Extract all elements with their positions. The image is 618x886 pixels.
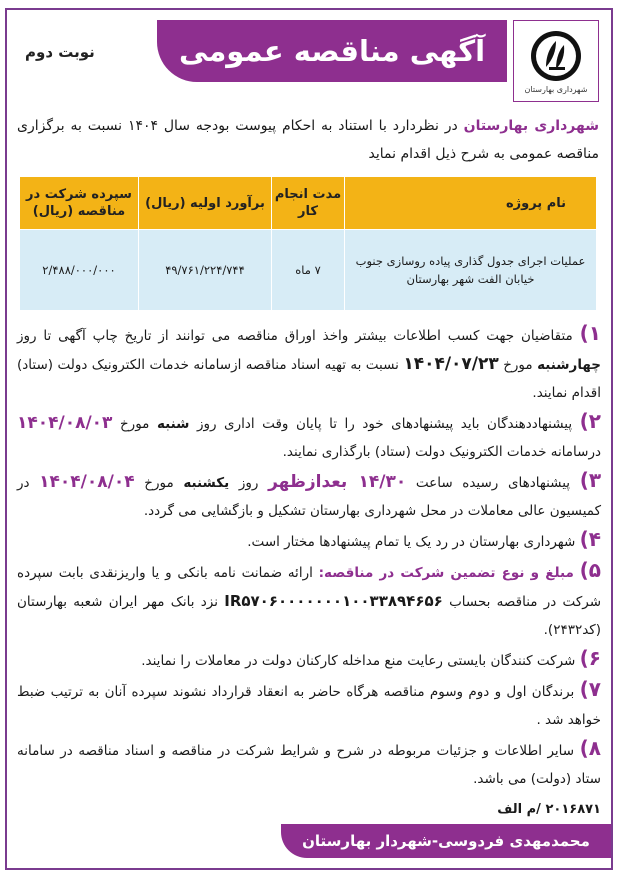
notice-footer: [7, 802, 611, 858]
item-number: ۵): [579, 558, 602, 582]
item-text: درسامانه خدمات الکترونیک دولت (ستاد) بارگذاری نمایند.: [282, 444, 601, 460]
cell-project: عملیات اجرای جدول گذاری پیاده روسازی جنوب خیابان الفت شهر بهارستان: [345, 230, 597, 311]
condition-7: [17, 675, 601, 734]
item-text: نسبت به تهیه اسناد مناقصه ازسامانه خدمات الکترونیک دولت (ستاد) اقدام نمایند.: [17, 357, 601, 401]
item-label: مبلغ و نوع تضمین شرکت در مناقصه:: [318, 565, 574, 581]
header-deposit: سپرده شرکت در مناقصه (ریال): [20, 177, 139, 230]
tender-notice: [5, 8, 613, 870]
item-date: ۱۴۰۴/۰۸/۰۴: [39, 472, 135, 492]
item-text: پیشنهاددهندگان باید پیشنهادهای خود را تا پایان وقت اداری روز: [196, 416, 573, 432]
item-date: ۱۴۰۴/۰۷/۲۳: [403, 354, 499, 374]
item-text: نزد بانک مهر ایران شعبه بهارستان (کد۲۴۳۲).: [17, 594, 601, 638]
reference-number: ۲۰۱۶۸۷۱ /م الف: [497, 802, 601, 817]
condition-3: [17, 466, 601, 525]
intro-org: شهرداری بهارستان: [463, 118, 599, 134]
item-day: چهارشنبه: [537, 357, 602, 373]
notice-title: آگهی مناقصه عمومی: [157, 20, 507, 82]
item-number: ۲): [579, 409, 601, 433]
logo-caption: شهرداری بهارستان: [524, 84, 588, 94]
item-text: پیشنهادهای رسیده ساعت: [415, 475, 571, 491]
table-row: [20, 230, 597, 311]
item-text: شهرداری بهارستان در رد یک یا تمام پیشنهادها مختار است.: [247, 534, 576, 550]
header-estimate: برآورد اولیه (ریال): [139, 177, 272, 230]
cell-duration: ۷ ماه: [272, 230, 345, 311]
condition-4: [17, 525, 601, 556]
item-number: ۶): [579, 646, 601, 670]
condition-6: [17, 644, 601, 675]
intro-paragraph: [7, 106, 611, 168]
conditions-list: [7, 311, 611, 793]
item-text: در کمیسیون عالی معاملات در محل شهرداری بهارستان تشکیل و بازگشایی می گردد.: [17, 475, 601, 519]
item-number: ۴): [579, 527, 601, 551]
item-text: مورخ: [503, 357, 533, 373]
signature-band: محمدمهدی فردوسی-شهردار بهارستان: [281, 824, 611, 858]
item-number: ۱): [579, 321, 601, 345]
intro-text: در نظردارد با استناد به احکام پیوست بودجه سال ۱۴۰۴ نسبت به برگزاری مناقصه عمومی به شرح ذیل اقدام نماید: [17, 118, 599, 162]
item-text: شرکت کنندگان بایستی رعایت منع مداخله کارکنان دولت در معاملات را نمایند.: [141, 653, 576, 669]
item-text: مورخ: [119, 416, 150, 432]
item-text: ارائه ضمانت نامه بانکی و یا واریزنقدی بابت سپرده شرکت در مناقصه بحساب: [17, 565, 602, 610]
item-number: ۸): [579, 736, 601, 760]
project-table: [19, 176, 597, 311]
iban-number: IR۵۷۰۶۰۰۰۰۰۰۰۱۰۰۳۳۸۹۴۶۵۶: [224, 592, 443, 610]
cell-estimate: ۴۹/۷۶۱/۲۲۴/۷۴۴: [139, 230, 272, 311]
item-text: مورخ: [144, 475, 174, 491]
municipality-logo: [513, 20, 599, 102]
condition-5: [17, 556, 601, 644]
item-text: برندگان اول و دوم وسوم مناقصه هرگاه حاضر به انعقاد قرارداد نشوند سپرده آنان به ترتیب ضبط خواهد شد .: [17, 684, 601, 728]
logo-emblem-icon: [529, 29, 583, 83]
cell-deposit: ۲/۴۸۸/۰۰۰/۰۰۰: [20, 230, 139, 311]
item-time: ۱۴/۳۰ بعدازظهر: [268, 472, 407, 492]
item-number: ۳): [579, 468, 602, 492]
item-number: ۷): [579, 677, 601, 701]
header-project: نام پروژه: [345, 177, 597, 230]
item-date: ۱۴۰۴/۰۸/۰۳: [17, 413, 113, 433]
item-text: متقاضیان جهت کسب اطلاعات بیشتر واخذ اوراق مناقصه می توانند از تاریخ چاپ آگهی تا روز: [17, 328, 573, 344]
item-text: روز: [238, 475, 259, 491]
round-label: نوبت دوم: [25, 43, 95, 61]
notice-header: [7, 10, 611, 106]
item-day: یکشنبه: [183, 475, 230, 491]
item-text: سایر اطلاعات و جزئیات مربوطه در شرح و شرایط شرکت در مناقصه و اسناد مناقصه در سامانه ستاد (دولت) می باشد.: [17, 743, 601, 787]
table-header-row: [20, 177, 597, 230]
item-day: شنبه: [156, 416, 190, 432]
header-duration: مدت انجام کار: [272, 177, 345, 230]
condition-1: [17, 319, 601, 407]
condition-8: [17, 734, 601, 793]
condition-2: [17, 407, 601, 466]
